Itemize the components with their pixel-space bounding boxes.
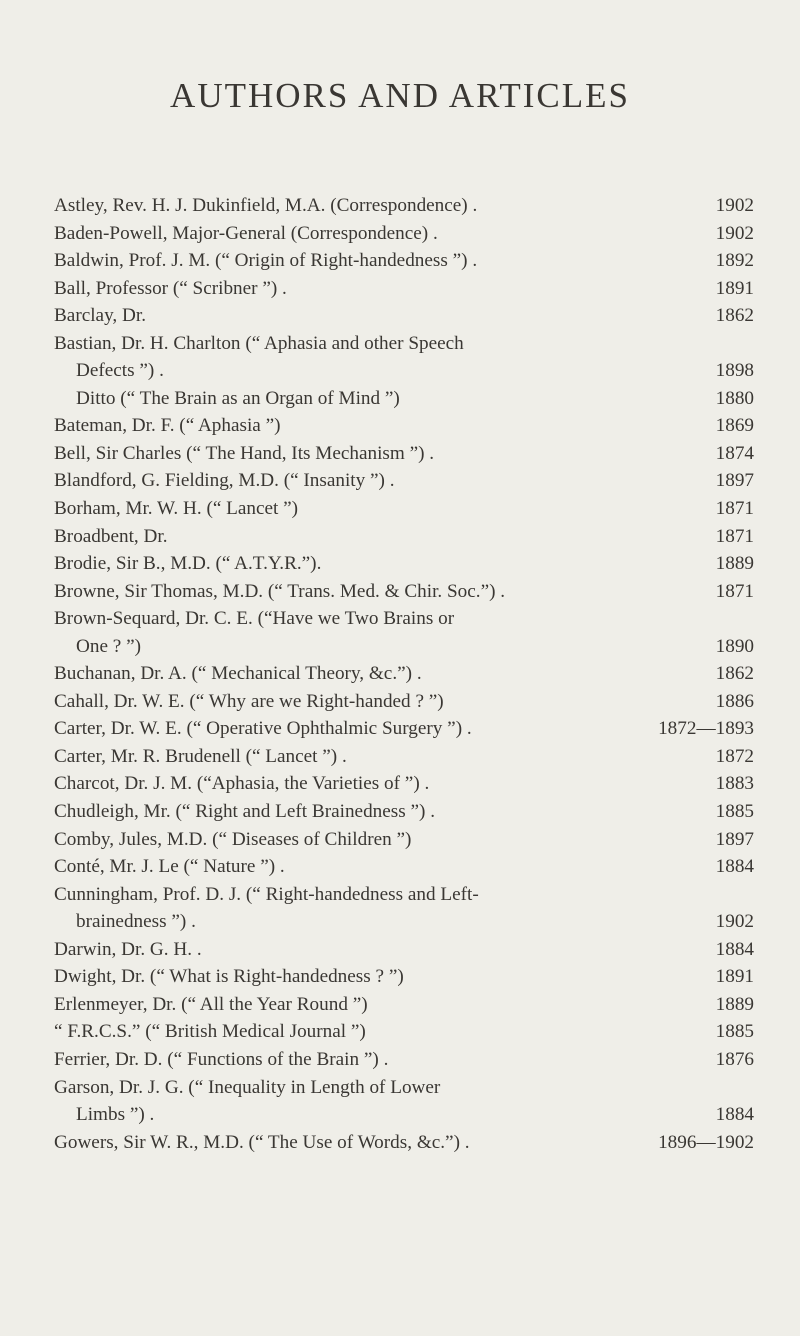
entry-text: Brown-Sequard, Dr. C. E. (“Have we Two Brains or [54,608,455,630]
entry-text: Browne, Sir Thomas, M.D. (“ Trans. Med. & Chir. Soc.”) . [54,580,506,602]
entry-year: 1898 [715,360,754,382]
entry-text: Cahall, Dr. W. E. (“ Why are we Right-handed ? ”) [54,690,444,712]
entry-text: Carter, Dr. W. E. (“ Operative Ophthalmic Surgery ”) . [54,718,472,740]
entry-row [54,991,754,1019]
entry-text: Bateman, Dr. F. (“ Aphasia ”) [54,415,281,437]
entry-year: 1883 [715,773,754,795]
entry-text: One ? ”) [76,635,141,657]
entry-row [54,936,754,964]
entry-row [54,247,754,275]
entry-year: 1871 [715,498,754,520]
entry-text: Gowers, Sir W. R., M.D. (“ The Use of Words, &c.”) . [54,1131,470,1153]
entry-year: 1902 [715,222,754,244]
entry-year: 1897 [715,828,754,850]
entry-text: Astley, Rev. H. J. Dukinfield, M.A. (Correspondence) . [54,195,478,216]
entry-text: Carter, Mr. R. Brudenell (“ Lancet ”) . [54,745,347,767]
entry-row [54,908,754,936]
entry-year: 1884 [715,1104,754,1126]
entry-row [54,467,754,495]
entry-row [54,798,754,826]
entry-year: 1872 [715,745,754,767]
entry-year: 1874 [715,442,754,464]
entry-year: 1890 [715,635,754,657]
entry-text: Dwight, Dr. (“ What is Right-handedness ? ”) [54,966,404,988]
entry-year: 1871 [715,525,754,547]
entry-row [54,550,754,578]
entry-year: 1902 [715,911,754,933]
entry-row [54,412,754,440]
entry-row [54,385,754,413]
entry-text: Comby, Jules, M.D. (“ Diseases of Children ”) [54,828,412,850]
entry-year: 1897 [715,470,754,492]
entry-text: brainedness ”) . [76,911,196,933]
entry-text: Barclay, Dr. [54,305,146,327]
entry-year: 1871 [715,580,754,602]
entry-year: 1902 [715,195,754,216]
entry-text: Baldwin, Prof. J. M. (“ Origin of Right-handedness ”) . [54,250,478,272]
page-heading: AUTHORS AND ARTICLES [170,76,630,115]
entry-text: Ferrier, Dr. D. (“ Functions of the Brain ”) . [54,1048,389,1070]
entry-text: Charcot, Dr. J. M. (“Aphasia, the Varieties of ”) . [54,773,430,795]
entry-row [54,275,754,303]
entry-row [54,495,754,523]
entry-row [54,357,754,385]
entry-year: 1884 [715,938,754,960]
entry-row [54,578,754,606]
entry-text: Borham, Mr. W. H. (“ Lancet ”) [54,498,299,520]
entry-text: Ditto (“ The Brain as an Organ of Mind ”) [76,387,400,409]
entry-text: Baden-Powell, Major-General (Correspondence) . [54,222,438,244]
entry-row [54,1129,754,1157]
entry-text: Erlenmeyer, Dr. (“ All the Year Round ”) [54,993,368,1015]
entry-row [54,192,754,220]
entry-text: Cunningham, Prof. D. J. (“ Right-handedness and Left- [54,883,479,905]
entry-row [54,605,754,633]
entry-text: Darwin, Dr. G. H. . [54,938,202,960]
entry-text: Chudleigh, Mr. (“ Right and Left Brainedness ”) . [54,801,436,823]
entry-row [54,440,754,468]
entry-row [54,220,754,248]
entry-year: 1886 [715,690,754,712]
entry-year: 1885 [715,1021,754,1043]
entry-row [54,881,754,909]
entry-text: Conté, Mr. J. Le (“ Nature ”) . [54,856,285,878]
entry-row [54,1101,754,1129]
entry-text: Garson, Dr. J. G. (“ Inequality in Length of Lower [54,1076,441,1098]
entry-year: 1862 [715,663,754,685]
entry-year: 1885 [715,801,754,823]
authors-list [54,192,754,1156]
entry-text: Limbs ”) . [76,1104,155,1126]
entry-text: Bell, Sir Charles (“ The Hand, Its Mechanism ”) . [54,442,435,464]
entry-year: 1891 [715,277,754,299]
entry-row [54,963,754,991]
entry-text: Bastian, Dr. H. Charlton (“ Aphasia and other Speech [54,332,464,354]
entry-year: 1876 [715,1048,754,1070]
entry-row [54,330,754,358]
entry-year: 1889 [715,993,754,1015]
entry-text: Blandford, G. Fielding, M.D. (“ Insanity ”) . [54,470,395,492]
entry-text: “ F.R.C.S.” (“ British Medical Journal ”) [54,1021,366,1043]
entry-year: 1896—1902 [658,1131,754,1153]
entry-year: 1862 [715,305,754,327]
entry-year: 1884 [715,856,754,878]
entry-year: 1880 [715,387,754,409]
entry-row [54,1074,754,1102]
entry-text: Ball, Professor (“ Scribner ”) . [54,277,287,299]
entry-row [54,743,754,771]
entry-text: Defects ”) . [76,360,164,382]
entry-row [54,633,754,661]
entry-year: 1889 [715,553,754,575]
entry-row [54,660,754,688]
entry-year: 1892 [715,250,754,272]
entry-row [54,688,754,716]
entry-row [54,1018,754,1046]
entry-row [54,715,754,743]
entry-row [54,523,754,551]
entry-text: Broadbent, Dr. [54,525,168,547]
entry-year: 1872—1893 [658,718,754,740]
entry-row [54,770,754,798]
entry-text: Brodie, Sir B., M.D. (“ A.T.Y.R.”). [54,553,322,575]
entry-year: 1869 [715,415,754,437]
entry-row [54,853,754,881]
entry-row [54,1046,754,1074]
entry-row [54,302,754,330]
entry-text: Buchanan, Dr. A. (“ Mechanical Theory, &c.”) . [54,663,422,685]
entry-year: 1891 [715,966,754,988]
entry-row [54,826,754,854]
